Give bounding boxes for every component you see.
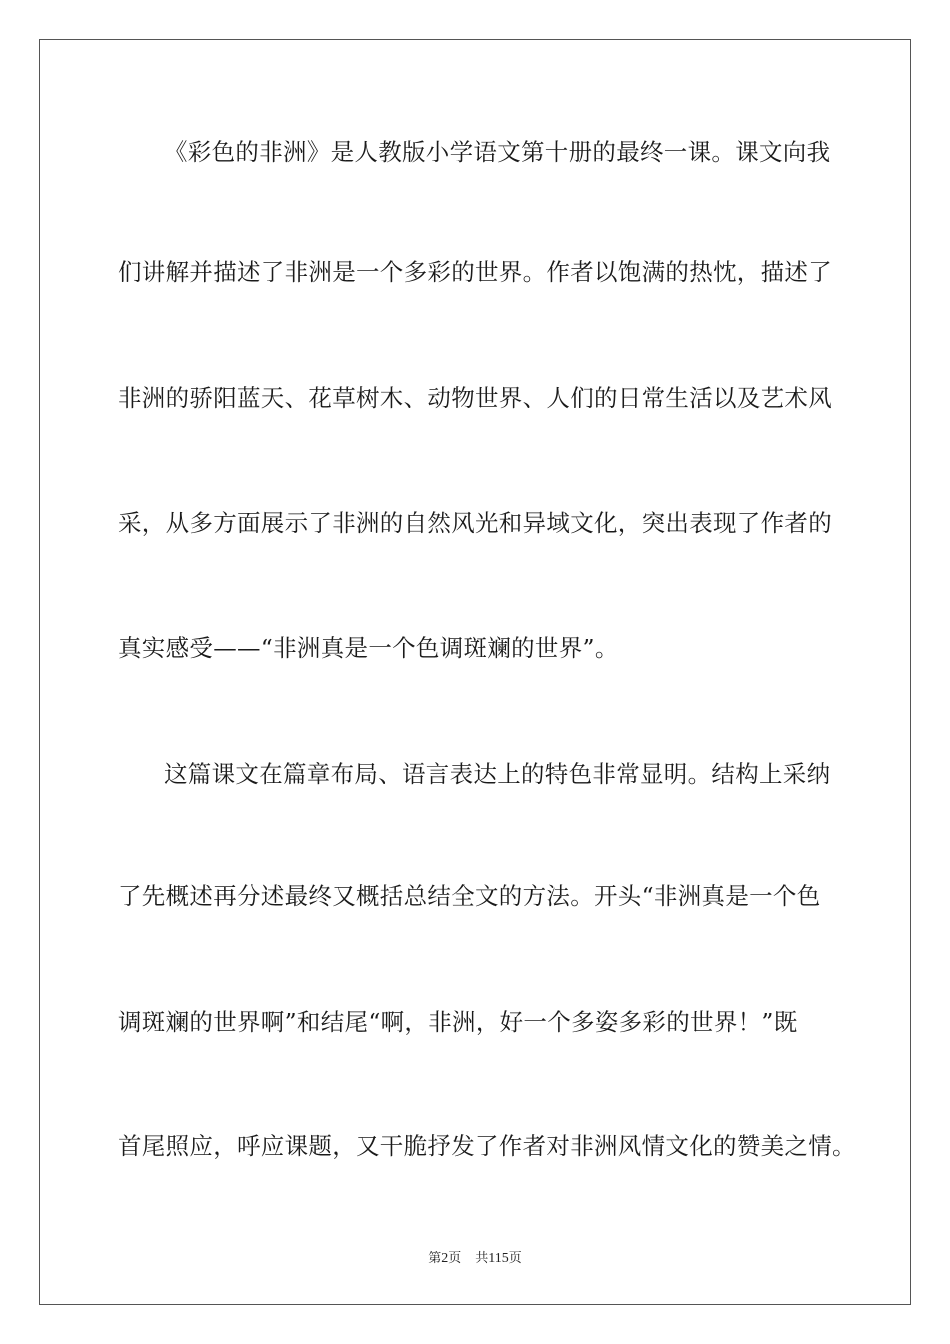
total-prefix: 共 bbox=[475, 1251, 489, 1266]
paragraph-1-line-1: 《彩色的非洲》是人教版小学语文第十册的最终一课。课文向我 bbox=[164, 138, 831, 166]
paragraph-1-line-5: 真实感受——“非洲真是一个色调斑斓的世界”。 bbox=[118, 634, 619, 662]
paragraph-1-line-4: 采，从多方面展示了非洲的自然风光和异域文化，突出表现了作者的 bbox=[118, 509, 832, 537]
total-suffix: 页 bbox=[508, 1251, 522, 1266]
paragraph-2-line-2: 了先概述再分述最终又概括总结全文的方法。开头“非洲真是一个色 bbox=[118, 882, 821, 910]
page-footer bbox=[0, 1247, 950, 1267]
page-border bbox=[39, 39, 911, 1305]
paragraph-2-line-1: 这篇课文在篇章布局、语言表达上的特色非常显明。结构上采纳 bbox=[164, 760, 831, 788]
paragraph-2-line-4: 首尾照应，呼应课题，又干脆抒发了作者对非洲风情文化的赞美之情。 bbox=[118, 1132, 856, 1160]
page-suffix: 页 bbox=[448, 1251, 462, 1266]
paragraph-1-line-2: 们讲解并描述了非洲是一个多彩的世界。作者以饱满的热忱，描述了 bbox=[118, 258, 832, 286]
page-prefix: 第 bbox=[428, 1251, 442, 1266]
paragraph-2-line-3: 调斑斓的世界啊”和结尾“啊，非洲，好一个多姿多彩的世界！”既 bbox=[118, 1008, 798, 1036]
total-pages: 115 bbox=[488, 1251, 509, 1266]
page-number: 2 bbox=[441, 1251, 449, 1266]
paragraph-1-line-3: 非洲的骄阳蓝天、花草树木、动物世界、人们的日常生活以及艺术风 bbox=[118, 384, 832, 412]
